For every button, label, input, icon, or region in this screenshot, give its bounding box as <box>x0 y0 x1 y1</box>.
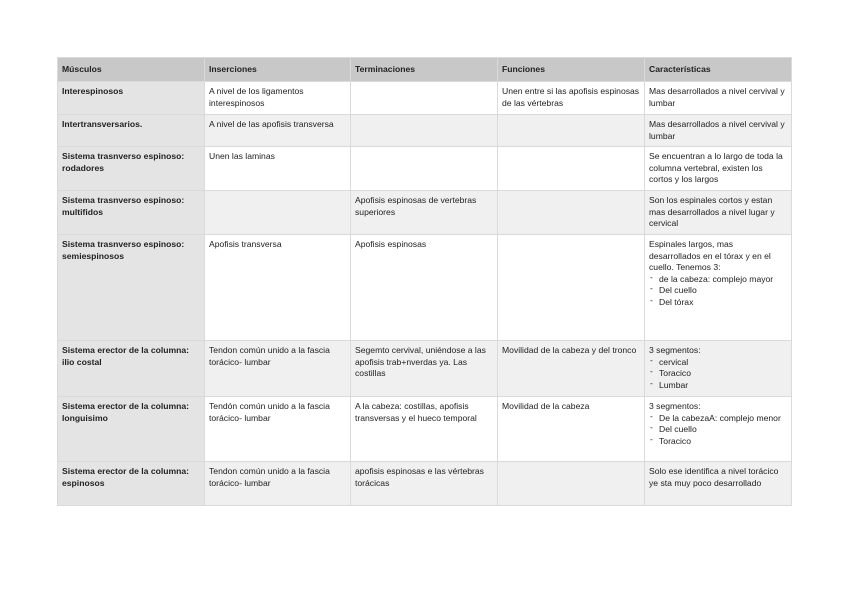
caracteristicas-text: Mas desarrollados a nivel cervival y lumbar <box>649 86 785 108</box>
caracteristicas-text: 3 segmentos: <box>649 345 701 355</box>
cell-caracteristicas <box>645 191 792 235</box>
cell-musculo: Sistema erector de la columna: ilio costal <box>58 341 205 397</box>
list-item: - Del cuello <box>649 424 787 436</box>
cell-inserciones: Apofisis transversa <box>205 235 351 341</box>
header-funciones: Funciones <box>498 58 645 82</box>
list-item: - Toracico <box>649 436 787 448</box>
table-row <box>58 341 792 397</box>
cell-inserciones <box>205 191 351 235</box>
cell-caracteristicas <box>645 235 792 341</box>
cell-funciones <box>498 191 645 235</box>
header-row <box>58 58 792 82</box>
cell-musculo: Sistema erector de la columna: espinosos <box>58 462 205 506</box>
cell-terminaciones <box>351 115 498 147</box>
caracteristicas-text: Espinales largos, mas desarrollados en el tórax y en el cuello. Tenemos 3: <box>649 239 771 272</box>
cell-caracteristicas <box>645 341 792 397</box>
table-row <box>58 191 792 235</box>
cell-caracteristicas <box>645 147 792 191</box>
cell-funciones: Movilidad de la cabeza y del tronco <box>498 341 645 397</box>
cell-caracteristicas <box>645 397 792 462</box>
cell-inserciones: Tendon común unido a la fascia torácico- lumbar <box>205 462 351 506</box>
table-row <box>58 147 792 191</box>
caracteristicas-text: Se encuentran a lo largo de toda la columna vertebral, existen los cortos y los largos <box>649 151 783 184</box>
list-item: - Toracico <box>649 368 787 380</box>
cell-funciones <box>498 115 645 147</box>
list-item: - de la cabeza: complejo mayor <box>649 274 787 286</box>
cell-inserciones: A nivel de las apofisis transversa <box>205 115 351 147</box>
list-item: - De la cabezaA: complejo menor <box>649 413 787 425</box>
cell-inserciones: Unen las laminas <box>205 147 351 191</box>
cell-caracteristicas <box>645 115 792 147</box>
muscles-table <box>57 57 792 506</box>
header-musculos: Músculos <box>58 58 205 82</box>
cell-terminaciones: A la cabeza: costillas, apofisis transversas y el hueco temporal <box>351 397 498 462</box>
cell-terminaciones: Apofisis espinosas <box>351 235 498 341</box>
table-header <box>58 58 792 82</box>
cell-musculo: Sistema trasnverso espinoso: semiespinosos <box>58 235 205 341</box>
cell-inserciones: Tendon común unido a la fascia torácico- lumbar <box>205 341 351 397</box>
table-row <box>58 397 792 462</box>
table-row <box>58 82 792 115</box>
cell-musculo: Intertransversarios. <box>58 115 205 147</box>
cell-musculo: Sistema trasnverso espinoso: multifidos <box>58 191 205 235</box>
list-item: - Del cuello <box>649 285 787 297</box>
cell-funciones <box>498 235 645 341</box>
table-row <box>58 462 792 506</box>
cell-inserciones: A nivel de los ligamentos interespinosos <box>205 82 351 115</box>
caracteristicas-text: 3 segmentos: <box>649 401 701 411</box>
cell-terminaciones: Segemto cervival, uniéndose a las apofisis trab+nverdas ya. Las costillas <box>351 341 498 397</box>
cell-funciones <box>498 147 645 191</box>
list-item: - Del tórax <box>649 297 787 309</box>
caracteristicas-list <box>649 413 787 448</box>
caracteristicas-text: Solo ese identifica a nivel torácico ye sta muy poco desarrollado <box>649 466 779 488</box>
cell-musculo: Sistema erector de la columna: longuisimo <box>58 397 205 462</box>
caracteristicas-list <box>649 274 787 309</box>
header-terminaciones: Terminaciones <box>351 58 498 82</box>
cell-caracteristicas <box>645 82 792 115</box>
cell-funciones <box>498 462 645 506</box>
table-body <box>58 82 792 506</box>
list-item: - cervical <box>649 357 787 369</box>
caracteristicas-text: Mas desarrollados a nivel cervival y lumbar <box>649 119 785 141</box>
cell-terminaciones: apofisis espinosas e las vértebras torácicas <box>351 462 498 506</box>
table-row <box>58 235 792 341</box>
header-inserciones: Inserciones <box>205 58 351 82</box>
cell-musculo: Sistema trasnverso espinoso: rodadores <box>58 147 205 191</box>
cell-musculo: Interespinosos <box>58 82 205 115</box>
cell-funciones: Movilidad de la cabeza <box>498 397 645 462</box>
caracteristicas-list <box>649 357 787 392</box>
list-item: - Lumbar <box>649 380 787 392</box>
header-caracteristicas: Características <box>645 58 792 82</box>
cell-funciones: Unen entre si las apofisis espinosas de las vértebras <box>498 82 645 115</box>
cell-caracteristicas <box>645 462 792 506</box>
caracteristicas-text: Son los espinales cortos y estan mas desarrollados a nivel lugar y cervical <box>649 195 775 228</box>
cell-terminaciones <box>351 82 498 115</box>
cell-terminaciones <box>351 147 498 191</box>
cell-terminaciones: Apofisis espinosas de vertebras superiores <box>351 191 498 235</box>
table-row <box>58 115 792 147</box>
cell-inserciones: Tendón común unido a la fascia torácico- lumbar <box>205 397 351 462</box>
